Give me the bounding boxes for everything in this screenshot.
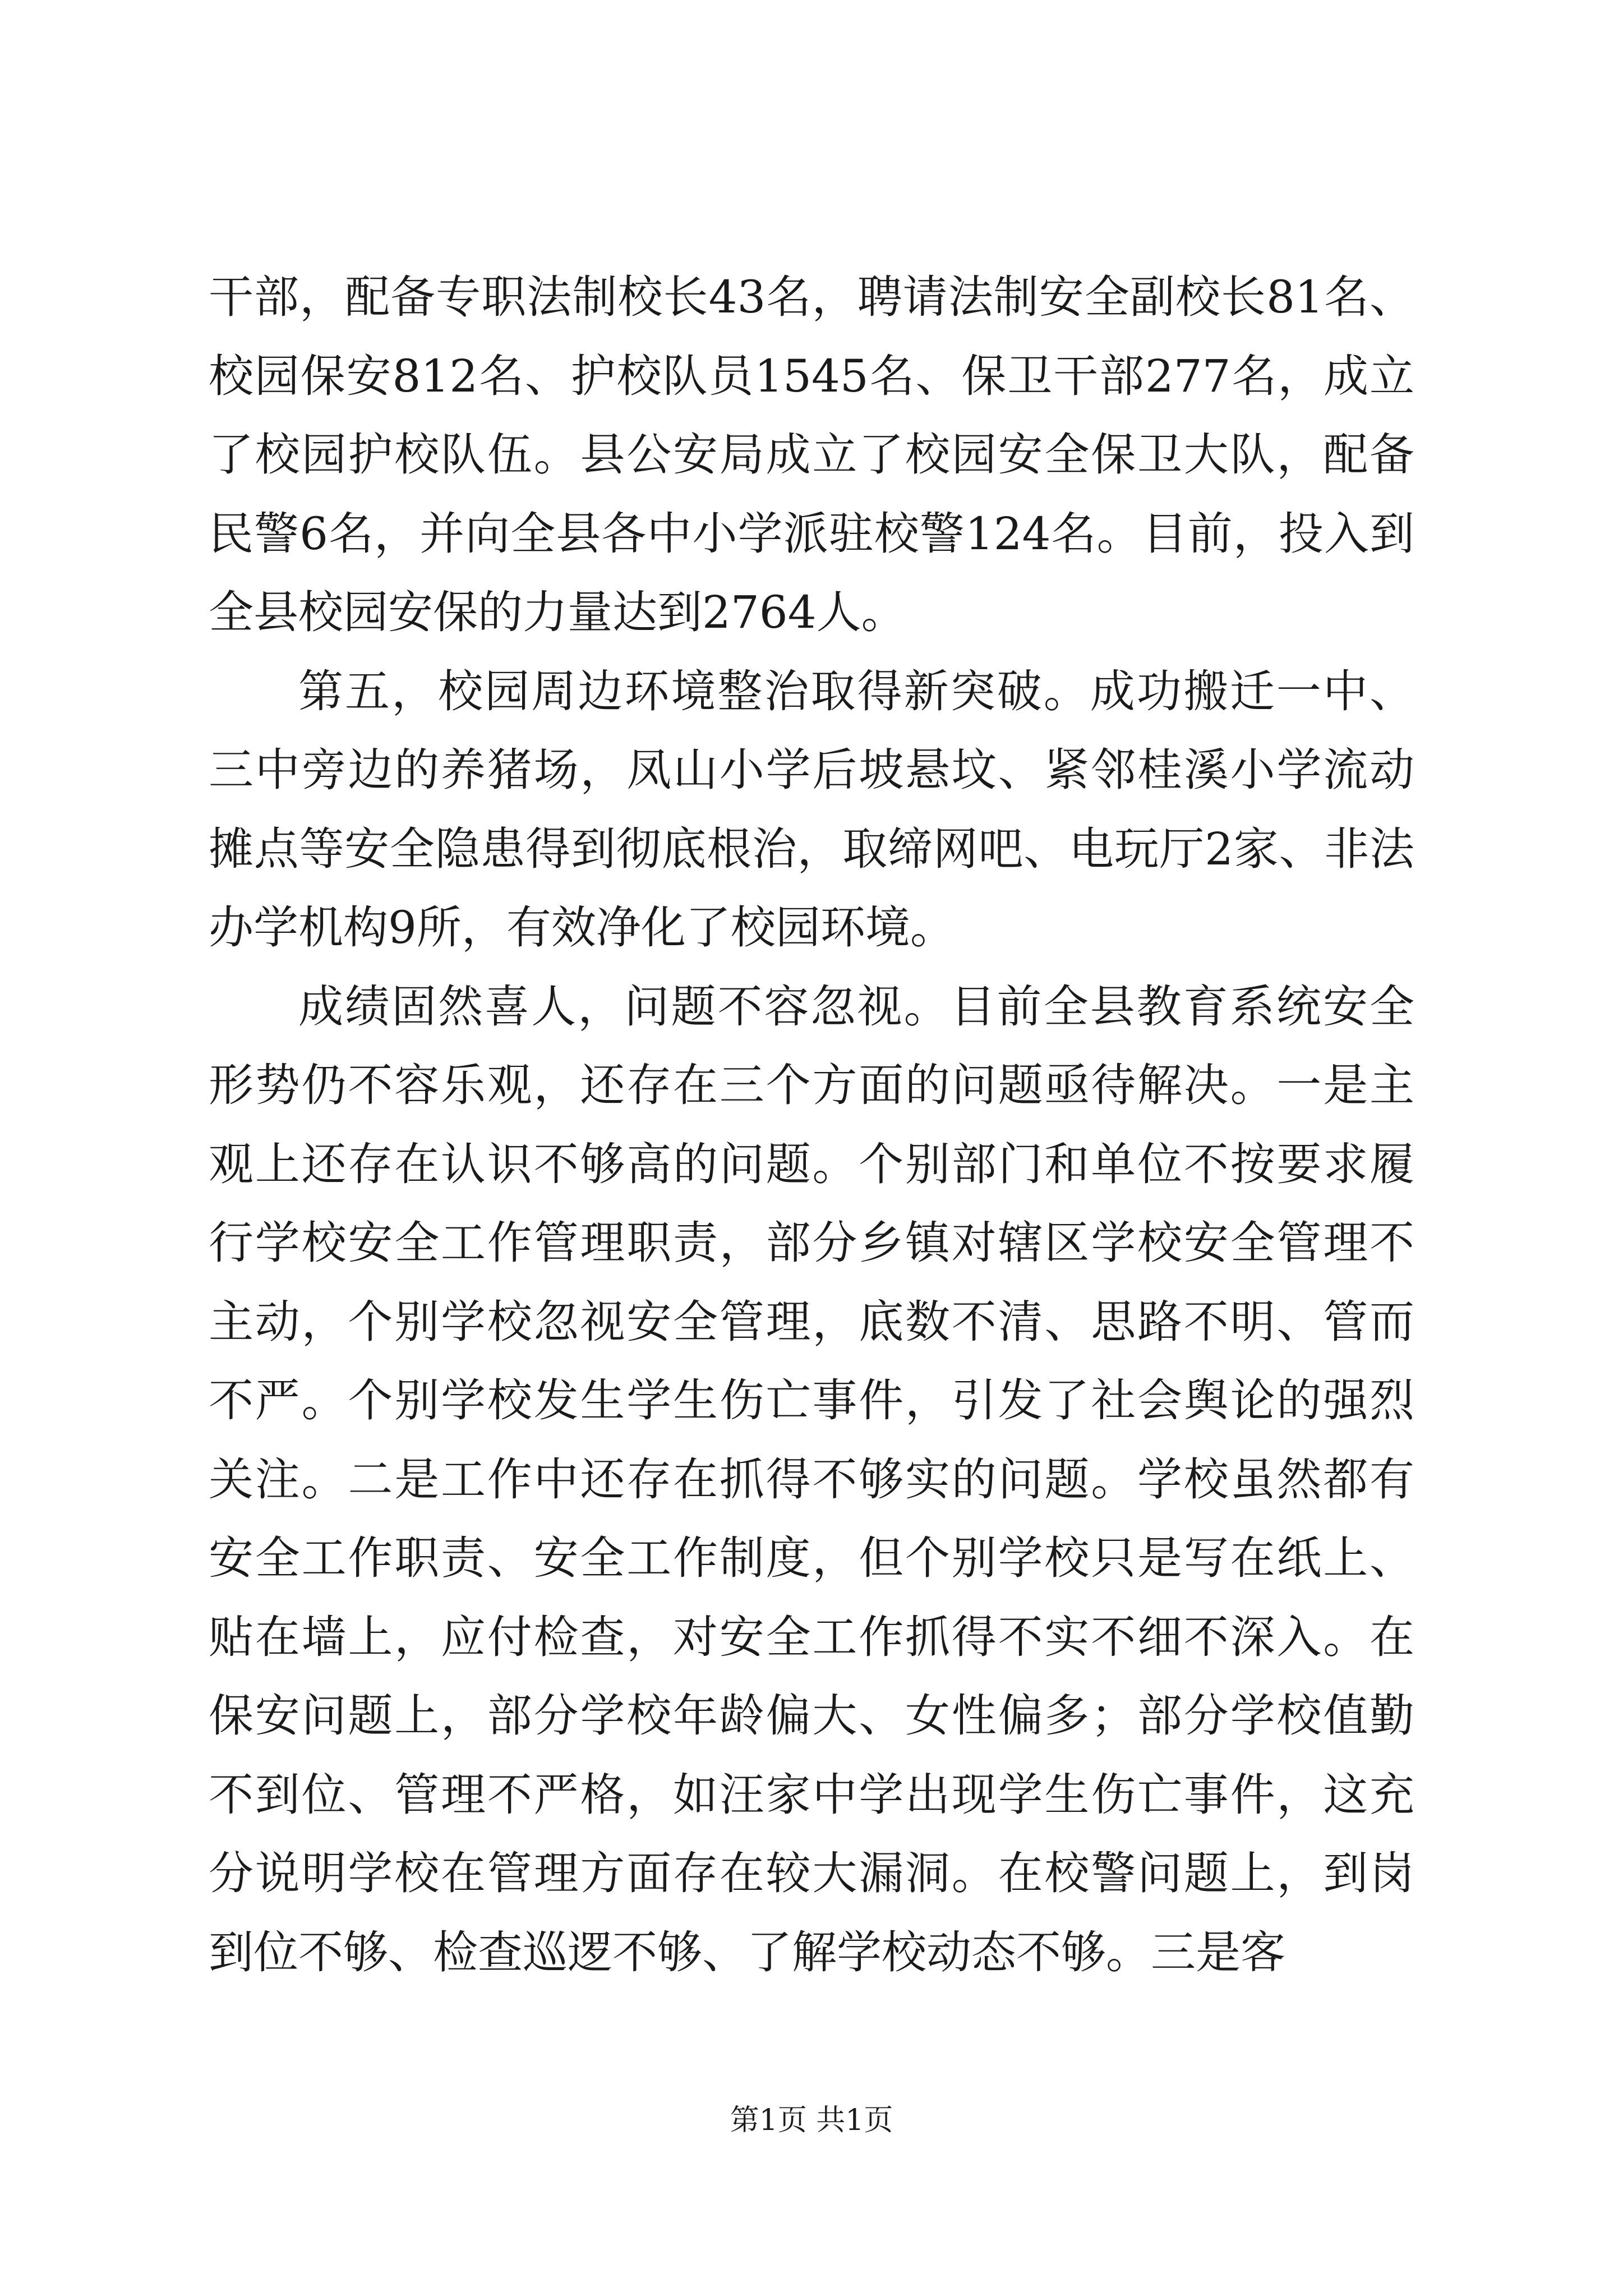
document-body	[209, 258, 1414, 1992]
paragraph-problems: 成绩固然喜人，问题不容忽视。目前全县教育系统安全形势仍不容乐观，还存在三个方面的问题亟待解决。一是主观上还存在认识不够高的问题。个别部门和单位不按要求履行学校安全工作管理职责，部分乡镇对辖区学校安全管理不主动，个别学校忽视安全管理，底数不清、思路不明、管而不严。个别学校发生学生伤亡事件，引发了社会舆论的强烈关注。二是工作中还存在抓得不够实的问题。学校虽然都有安全工作职责、安全工作制度，但个别学校只是写在纸上、贴在墙上，应付检查，对安全工作抓得不实不细不深入。在保安问题上，部分学校年龄偏大、女性偏多；部分学校值勤不到位、管理不严格，如汪家中学出现学生伤亡事件，这充分说明学校在管理方面存在较大漏洞。在校警问题上，到岗到位不够、检查巡逻不够、了解学校动态不够。三是客	[209, 980, 1414, 1978]
page-footer: 第1页 共1页	[730, 2104, 893, 2137]
paragraph-campus-surroundings: 第五，校园周边环境整治取得新突破。成功搬迁一中、三中旁边的养猪场，凤山小学后坡悬坟、紧邻桂溪小学流动摊点等安全隐患得到彻底根治，取缔网吧、电玩厅2家、非法办学机构9所，有效净化了校园环境。	[209, 665, 1414, 954]
paragraph-campus-security-staff: 干部，配备专职法制校长43名，聘请法制安全副校长81名、校园保安812名、护校队员1545名、保卫干部277名，成立了校园护校队伍。县公安局成立了校园安全保卫大队，配备民警6名，并向全县各中小学派驻校警124名。目前，投入到全县校园安保的力量达到2764人。	[209, 271, 1414, 638]
